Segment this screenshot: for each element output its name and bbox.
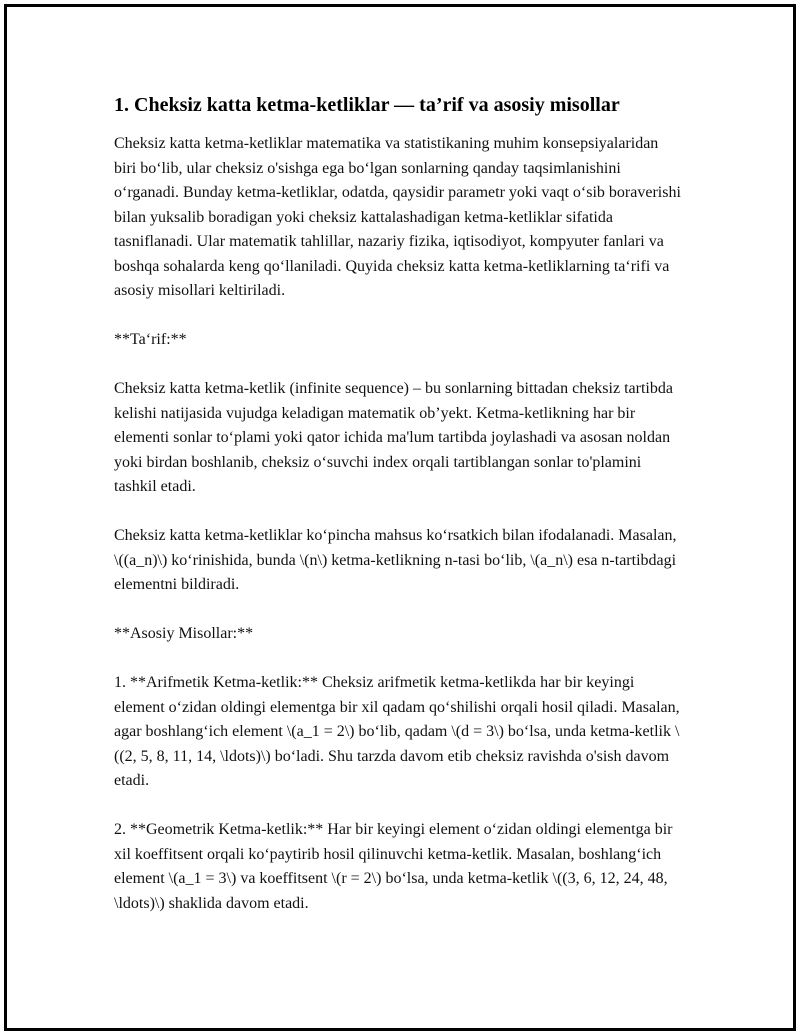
- definition-heading: **Ta‘rif:**: [114, 331, 187, 348]
- notation-paragraph: Cheksiz katta ketma-ketliklar ko‘pincha mahsus ko‘rsatkich bilan ifodalanadi. Masalan, \((a_n)\) ko‘rinishida, bunda \(n\) ketma-ketlikning n-tasi bo‘lib, \(a_n\) esa n-tartibdagi elementni bildiradi.: [114, 527, 677, 593]
- geometric-example-paragraph: 2. **Geometrik Ketma-ketlik:** Har bir keyingi element o‘zidan oldingi elementga bir xil koeffitsent orqali ko‘paytirib hosil qilinuvchi ketma-ketlik. Masalan, boshlang‘ich element \(a_1 = 3\) va koeffitsent \(r = 2\) bo‘lsa, unda ketma-ketlik \((3, 6, 12, 24, 48, \ldots)\) shaklida davom etadi.: [114, 821, 673, 912]
- document-body: [114, 92, 684, 941]
- arithmetic-example-paragraph: 1. **Arifmetik Ketma-ketlik:** Cheksiz arifmetik ketma-ketlikda har bir keyingi element o‘zidan oldingi elementga bir xil qadam qo‘shilishi orqali hosil qiladi. Masalan, agar boshlang‘ich element \(a_1 = 2\) bo‘lib, qadam \(d = 3\) bo‘lsa, unda ketma-ketlik \((2, 5, 8, 11, 14, \ldots)\) bo‘ladi. Shu tarzda davom etib cheksiz ravishda o'sish davom etadi.: [114, 674, 680, 789]
- intro-paragraph: Cheksiz katta ketma-ketliklar matematika va statistikaning muhim konsepsiyalaridan biri bo‘lib, ular cheksiz o'sishga ega bo‘lgan sonlarning qanday taqsimlanishini o‘rganadi. Bunday ketma-ketliklar, odatda, qaysidir parametr yoki vaqt o‘sib boraverishi bilan yuksalib boradigan yoki cheksiz kattalashadigan ketma-ketliklar sifatida tasniflanadi. Ular matematik tahlillar, nazariy fizika, iqtisodiyot, kompyuter fanlari va boshqa sohalarda keng qo‘llaniladi. Quyida cheksiz katta ketma-ketliklarning ta‘rifi va asosiy misollari keltiriladi.: [114, 135, 681, 299]
- section-heading: 1. Cheksiz katta ketma-ketliklar — ta’rif va asosiy misollar: [114, 94, 620, 116]
- examples-heading: **Asosiy Misollar:**: [114, 625, 254, 642]
- definition-paragraph: Cheksiz katta ketma-ketlik (infinite sequence) – bu sonlarning bittadan cheksiz tartibda kelishi natijasida vujudga keladigan matematik ob’yekt. Ketma-ketlikning har bir elementi sonlar to‘plami yoki qator ichida ma'lum tartibda joylashadi va asosan noldan yoki birdan boshlanib, cheksiz o‘suvchi index orqali tartiblangan sonlar to'plamini tashkil etadi.: [114, 380, 673, 495]
